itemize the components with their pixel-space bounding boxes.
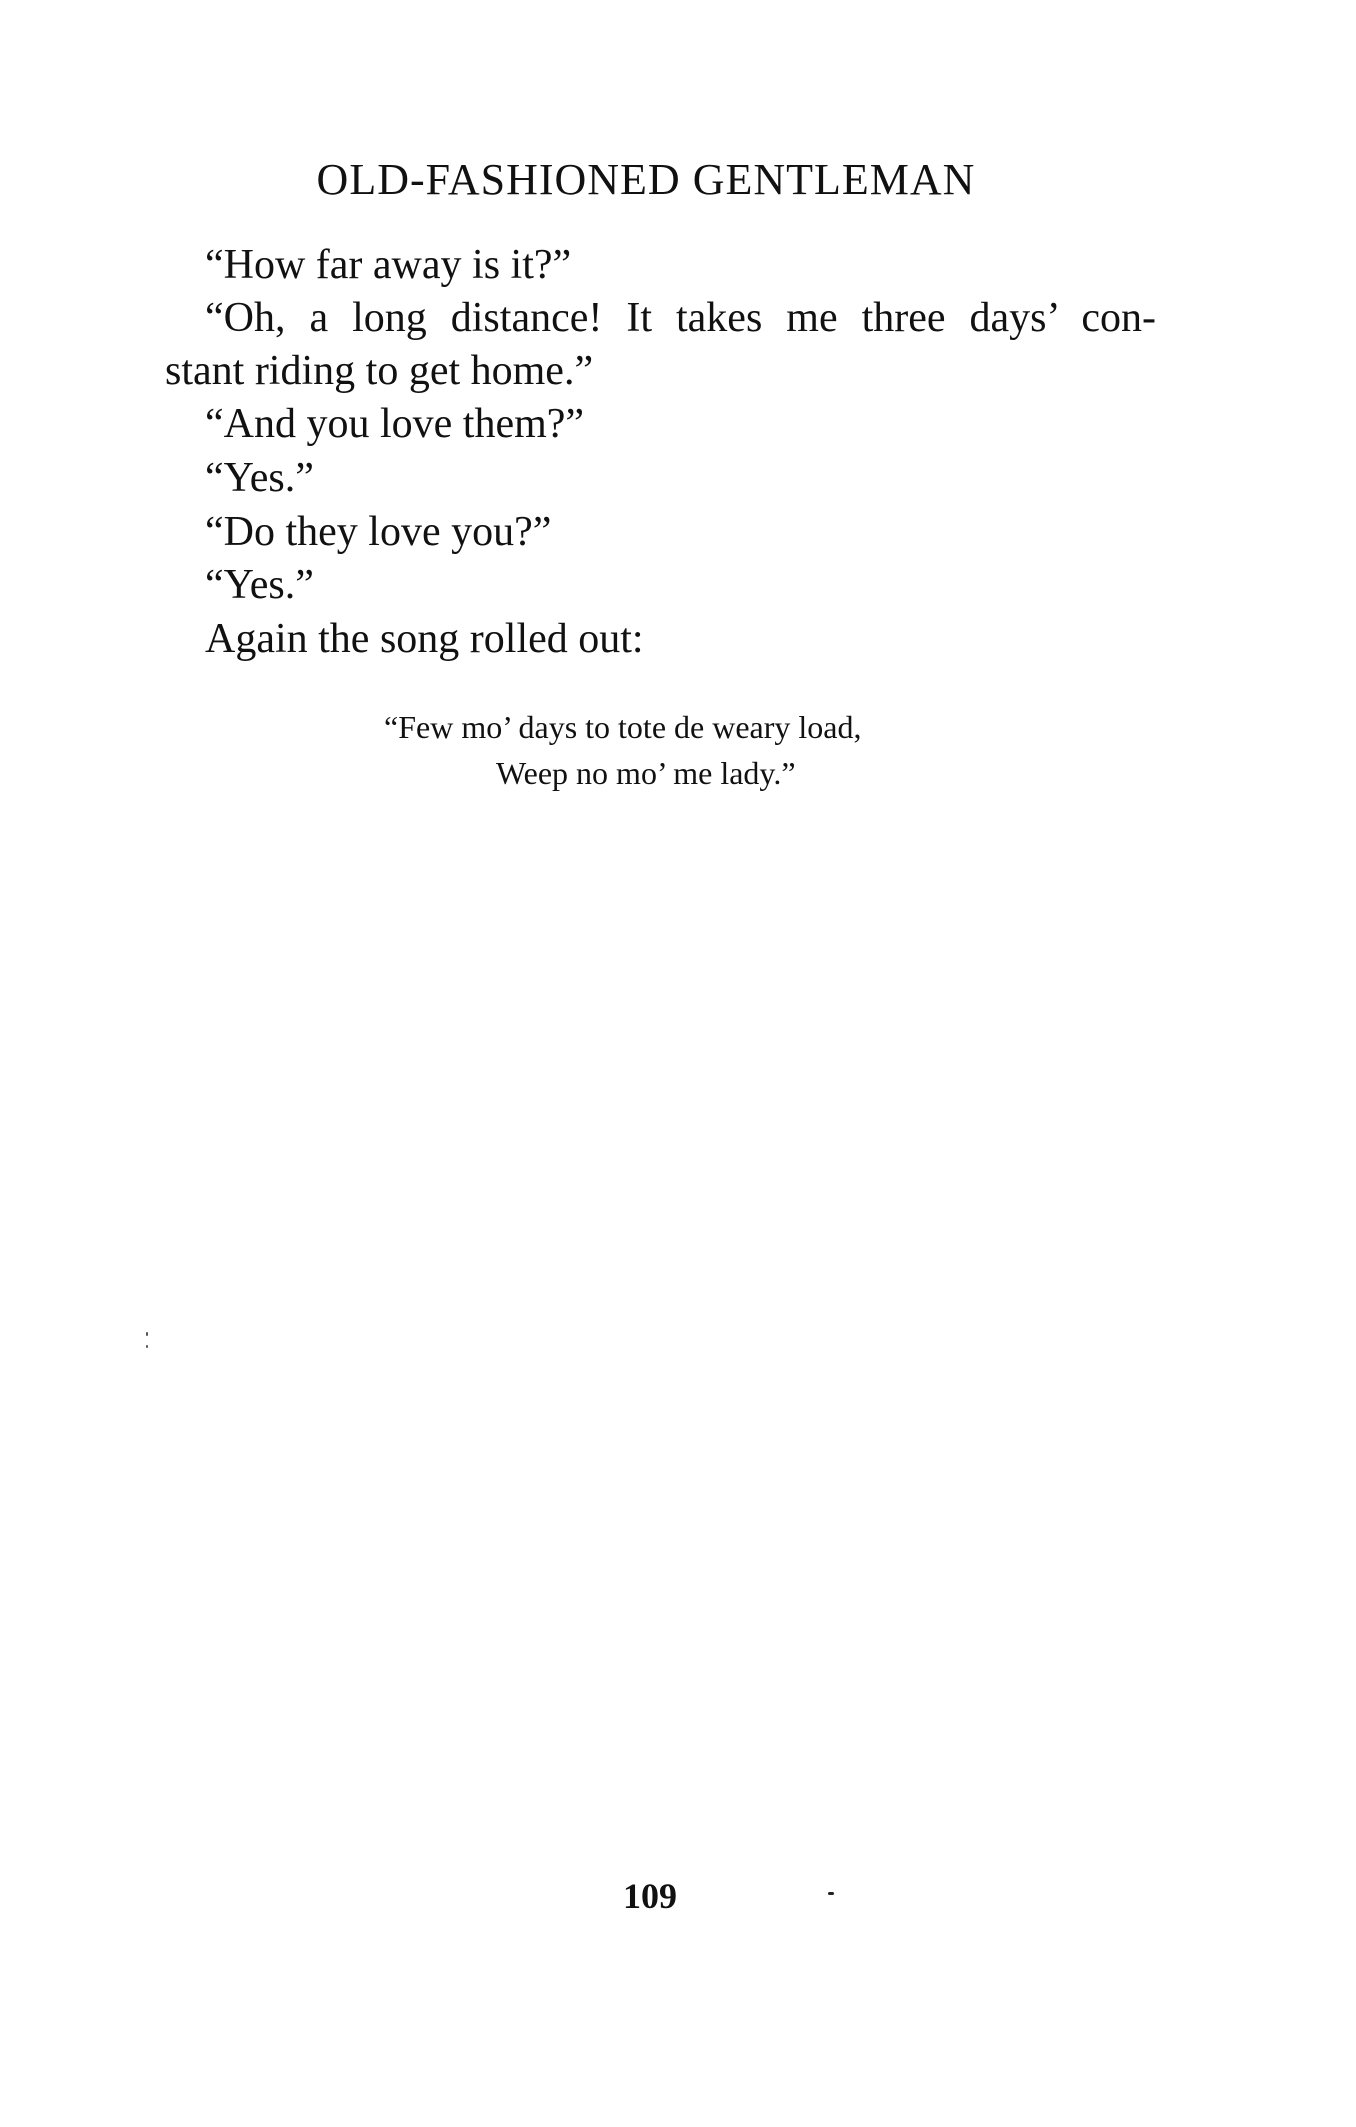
verse-line-2: Weep no mo’ me lady.”	[496, 755, 796, 791]
text-line-3: stant riding to get home.”	[165, 348, 594, 394]
verse-line-1: “Few mo’ days to tote de weary load,	[384, 709, 862, 745]
text-line-8: Again the song rolled out:	[205, 616, 644, 662]
text-line-2: “Oh, a long distance! It takes me three days’ con-	[205, 295, 1156, 341]
text-line-1: “How far away is it?”	[205, 242, 572, 288]
page-number: 109	[623, 1876, 677, 1916]
text-line-7: “Yes.”	[205, 562, 314, 608]
ink-speck	[828, 1892, 834, 1895]
text-line-6: “Do they love you?”	[205, 509, 552, 555]
ink-speck	[146, 1345, 148, 1348]
text-line-4: “And you love them?”	[205, 401, 585, 447]
ink-speck	[146, 1332, 148, 1336]
text-line-5: “Yes.”	[205, 455, 314, 501]
running-head: OLD-FASHIONED GENTLEMAN	[316, 155, 976, 204]
